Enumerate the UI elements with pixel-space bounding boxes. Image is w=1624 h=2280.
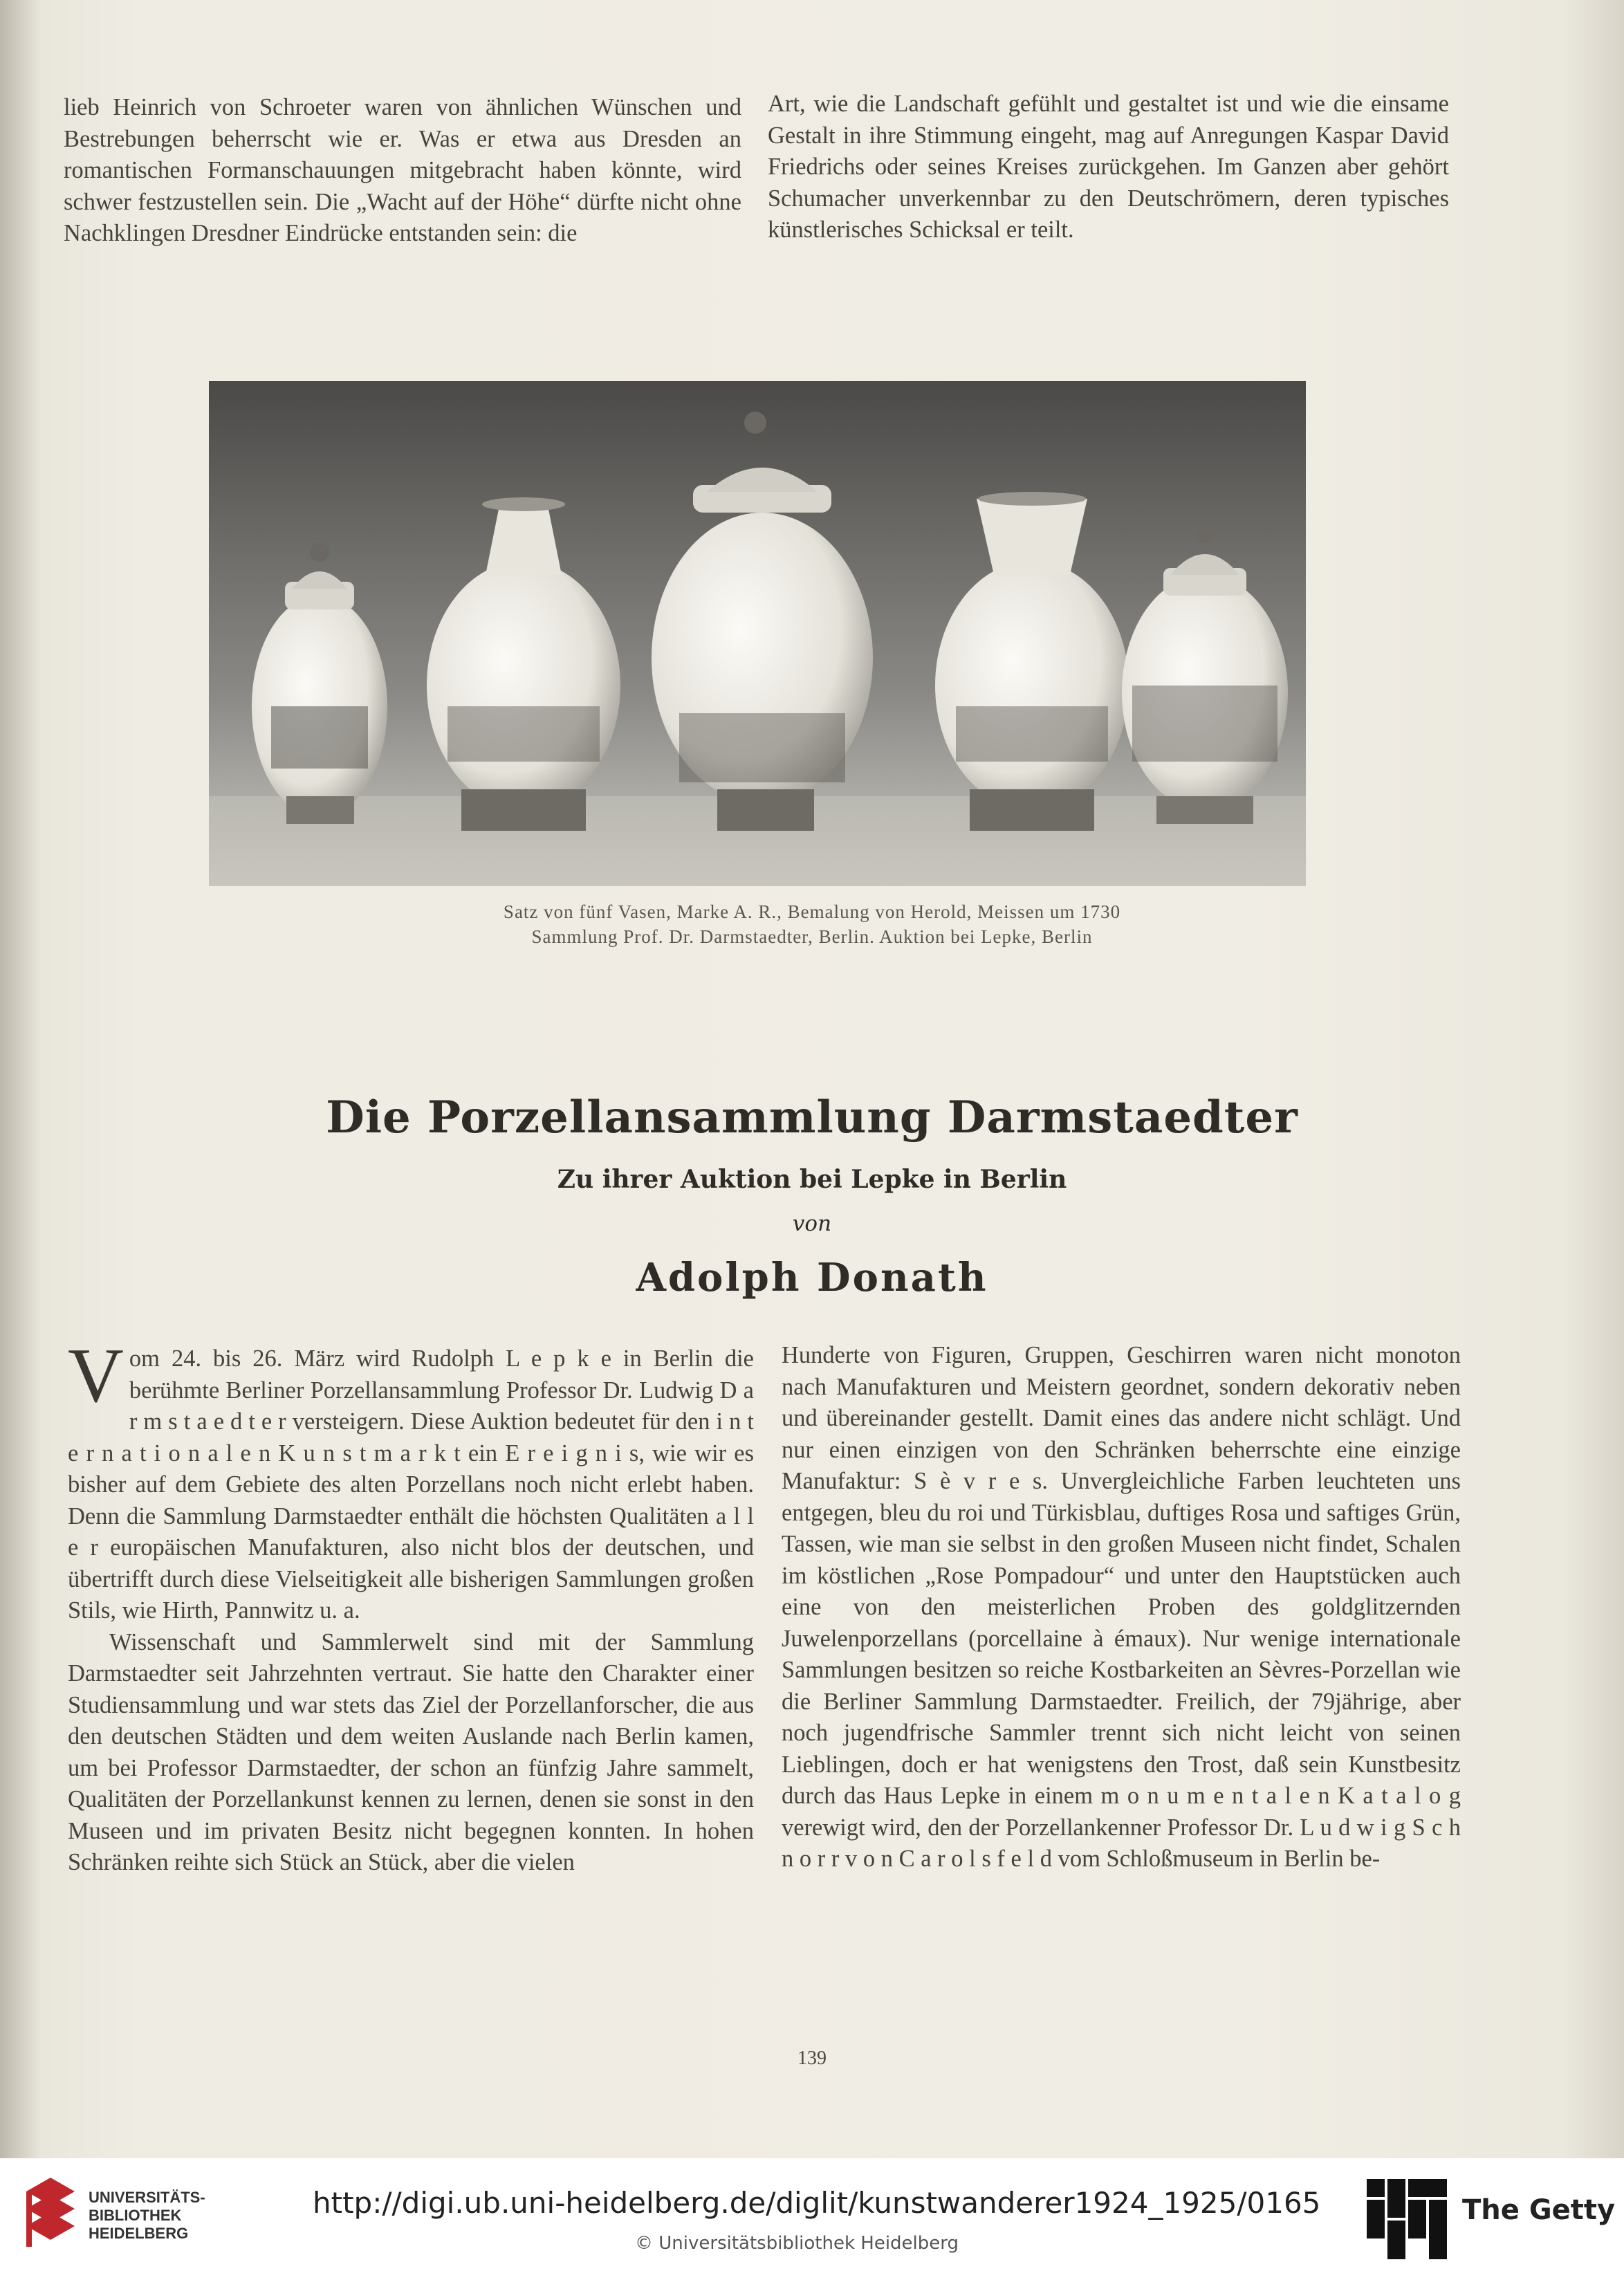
page-number: 139 [797, 2048, 827, 2069]
article-paragraph [68, 1333, 754, 1627]
article-title: Die Porzellansammlung Darmstaedter [326, 1092, 1298, 1143]
vase-1 [252, 542, 387, 824]
getty-logo-icon [1367, 2179, 1450, 2262]
article-paragraph: Wissenschaft und Sammlerwelt sind mit der Sammlung Darmstaedter seit Jahrzehnten vertraut. Sie hatte den Charakter einer Studiensammlung und war stets das Ziel der Porzellanforscher, die aus den deutschen Städten und dem weiten Auslande nach Berlin kamen, um bei Professor Darmstaedter, der schon an fünfzig Jahre sammelt, Qualitäten der Porzellankunst kennen zu lernen, denen sie sonst in den Museen und im privaten Besitz nicht begegnen konnten. In hohen Schränken reihte sich Stück an Stück, aber die vielen [68, 1628, 754, 1875]
article-left-column [68, 1333, 754, 1879]
university-library-logo-icon [19, 2178, 82, 2261]
library-name [89, 2189, 205, 2243]
vase-3 [652, 412, 873, 831]
top-left-paragraph: lieb Heinrich von Schroeter waren von ähnlichen Wünschen und Bestrebungen beherrscht wie er. Was er etwa aus Dresden an romantischen Formanschauungen mitgebracht haben könnte, wird schwer festzustellen sein. Die „Wacht auf der Höhe“ dürfte nicht ohne Nachklingen Dresdner Eindrücke entstanden sein: die [64, 94, 741, 246]
vases-illustration [209, 381, 1306, 886]
library-name-line1: UNIVERSITÄTS- [89, 2189, 205, 2206]
vase-5 [1122, 524, 1288, 824]
getty-label: The Getty [1462, 2194, 1616, 2226]
library-name-line3: HEIDELBERG [89, 2225, 189, 2242]
vases-photograph [209, 381, 1306, 886]
top-right-paragraph: Art, wie die Landschaft gefühlt und gestaltet ist und wie die einsame Gestalt in ihre Stimmung eingeht, mag auf Anregungen Kaspar David Friedrichs oder seines Kreises zurückgehen. Im Ganzen aber gehört Schumacher unverkennbar zu den Deutschrömern, deren typisches künstlerisches Schicksal er teilt. [768, 91, 1449, 243]
article-paragraph: Hunderte von Figuren, Gruppen, Geschirren waren nicht monoton nach Manufakturen und Meistern geordnet, sondern dekorativ neben und übereinander gestellt. Damit eines das andere nicht schlägt. Und nur einen einzigen von den Schränken beherrschte eine einzige Manufaktur: S è v r e s. Unvergleichliche Farben leuchteten uns entgegen, bleu du roi und Türkisblau, duftiges Rosa und saftiges Grün, Tassen, wie man sie selbst in den großen Museen nicht findet, Schalen im köstlichen „Rose Pompadour“ und unter den Hauptstücken auch eine von den meisterlichen Proben des goldglitzernden Juwelenporzellans (porcellaine à émaux). Nur wenige internationale Sammlungen besitzen so reiche Kostbarkeiten an Sèvres-Porzellan wie die Berliner Sammlung Darmstaedter. Freilich, der 79jährige, aber noch jugendfrische Sammler trennt sich nicht leicht von seinen Lieblingen, doch er hat wenigstens den Trost, daß sein Kunstbesitz durch das Haus Lepke in einem m o n u m e n t a l e n K a t a l o g verewigt wird, den der Porzellankenner Professor Dr. L u d w i g S c h n o r r v o n C a r o l s f e l d vom Schloßmuseum in Berlin be- [782, 1342, 1461, 1872]
vase-4 [935, 492, 1129, 831]
article-author: Adolph Donath [636, 1255, 988, 1300]
article-paragraph-text: om 24. bis 26. März wird Rudolph L e p k e in Berlin die berühmte Berliner Porzellansammlung Professor Dr. Ludwig D a r m s t a e d t e r versteigern. Diese Auktion bedeutet für den i n t e r n a t i o n a l e n K u n s t m a r k t ein E r e i g n i s, wie wir es bisher auf dem Gebiete des alten Porzellans noch nicht erlebt haben. Denn die Sammlung Darmstaedter enthält die höchsten Qualitäten a l l e r europäischen Manufakturen, also nicht blos der deutschen, und übertrifft durch diese Vielseitigkeit alle bisherigen Sammlungen großen Stils, wie Hirth, Pannwitz u. a. [68, 1345, 754, 1624]
article-byline-von: von [792, 1211, 832, 1236]
top-left-column [64, 92, 741, 250]
photo-caption-line2: Sammlung Prof. Dr. Darmstaedter, Berlin. Auktion bei Lepke, Berlin [531, 926, 1093, 947]
permalink-url[interactable]: http://digi.ub.uni-heidelberg.de/diglit/kunstwanderer1924_1925/0165 [313, 2186, 1321, 2220]
drop-cap: V [68, 1333, 124, 1419]
footer-bar [0, 2158, 1624, 2280]
library-name-line2: BIBLIOTHEK [89, 2207, 182, 2224]
article-subtitle: Zu ihrer Auktion bei Lepke in Berlin [557, 1165, 1067, 1194]
vase-2 [427, 497, 620, 831]
top-right-column [768, 89, 1449, 246]
article-right-column [782, 1340, 1461, 1875]
photo-caption-line1: Satz von fünf Vasen, Marke A. R., Bemalung von Herold, Meissen um 1730 [503, 901, 1121, 922]
copyright-notice: © Universitätsbibliothek Heidelberg [635, 2233, 959, 2254]
